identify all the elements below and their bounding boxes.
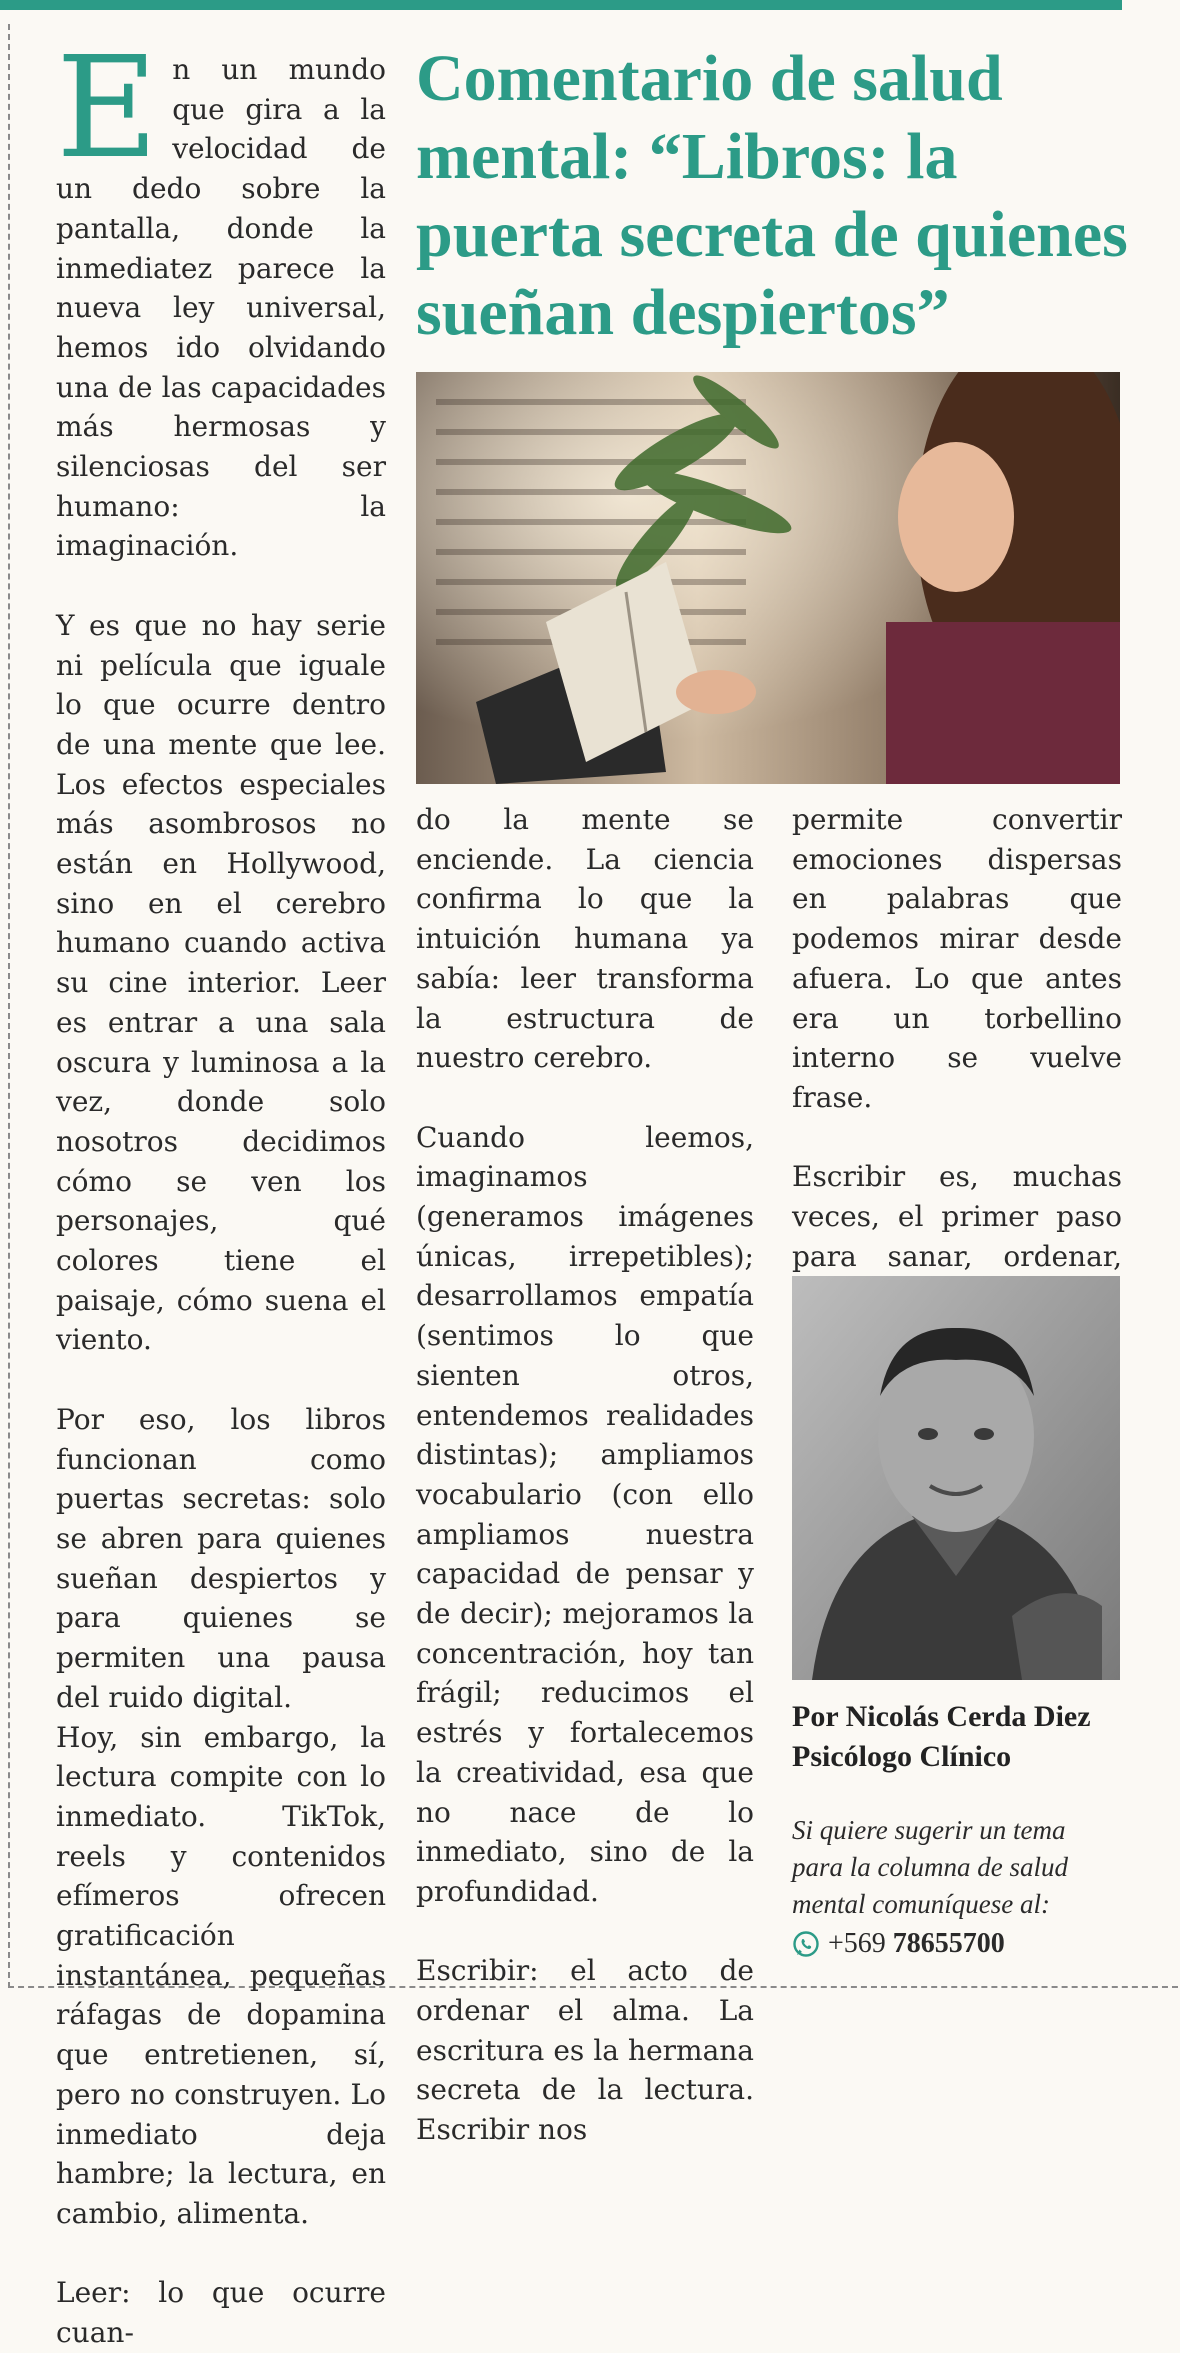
contact-phone	[792, 1925, 1005, 1963]
column-3	[792, 800, 1122, 1316]
author-photo	[792, 1276, 1120, 1680]
phone-prefix: +569	[828, 1928, 886, 1959]
phone-number: 78655700	[892, 1928, 1005, 1959]
whatsapp-icon	[792, 1930, 820, 1958]
paragraph: do la mente se enciende. La ciencia confirma lo que la intuición humana ya sabía: leer transforma la estructura de nuestro cerebro.	[416, 803, 754, 1075]
paragraph: Cuando leemos, imaginamos (generamos imágenes únicas, irrepetibles); desarrollamos empatía (sentimos lo que sienten otros, entendemos realidades distintas); ampliamos vocabulario (con ello ampliamos nuestra capacidad de pensar y de decir); mejoramos la concentración, hoy tan frágil; reducimos el estrés y fortalecemos la creatividad, esa que no nace de lo inmediato, sino de la profundidad.	[416, 1120, 754, 1908]
top-accent-bar	[0, 0, 1122, 10]
author-role: Psicólogo Clínico	[792, 1740, 1012, 1773]
paragraph: Escribir: el acto de ordenar el alma. La escritura es la hermana secreta de la lectura. Escribir nos	[416, 1954, 754, 2147]
cut-line-left	[8, 24, 10, 1988]
column-1	[56, 27, 386, 2353]
article-headline: Comentario de salud mental: “Libros: la puerta secreta de quienes sueñan despiertos”	[416, 42, 1128, 349]
paragraph: Leer: lo que ocurre cuan-	[56, 2276, 386, 2350]
paragraph: permite convertir emociones dispersas en palabras que podemos mirar desde afuera. Lo que antes era un torbellino interno se vuelve frase.	[792, 803, 1122, 1114]
paragraph: Escribir es, muchas veces, el primer paso para sanar, ordenar,	[792, 1160, 1122, 1273]
paragraph: En un mundo que gira a la velocidad de un dedo sobre la pantalla, donde la inmediatez parece la nueva ley universal, hemos ido olvidando una de las capacidades más hermosas y silenciosas del ser humano: la imaginación.	[56, 27, 386, 563]
paragraph: Por eso, los libros funcionan como puertas secretas: solo se abren para quienes sueñan despiertos y para quienes se permiten una pausa del ruido digital.	[56, 1402, 386, 1714]
column-2	[416, 800, 754, 2150]
author-name: Por Nicolás Cerda Diez	[792, 1700, 1091, 1733]
contact-note: Si quiere sugerir un tema para la columna de salud mental comuníquese al:	[792, 1815, 1068, 1919]
drop-cap: E	[56, 27, 159, 190]
paragraph: Y es que no hay serie ni película que iguale lo que ocurre dentro de una mente que lee. Los efectos especiales más asombrosos no están en Hollywood, sino en el cerebro humano cuando activa su cine interior. Leer es entrar a una sala oscura y luminosa a la vez, donde solo nosotros decidimos cómo se ven los personajes, qué colores tiene el paisaje, cómo suena el viento.	[56, 608, 386, 1357]
photo-woman-reading	[416, 372, 1120, 784]
paragraph: Hoy, sin embargo, la lectura compite con lo inmediato. TikTok, reels y contenidos efímeros ofrecen gratificación instantánea, pequeñas ráfagas de dopamina que entretienen, sí, pero no construyen. Lo inmediato deja hambre; la lectura, en cambio, alimenta.	[56, 1720, 386, 2230]
